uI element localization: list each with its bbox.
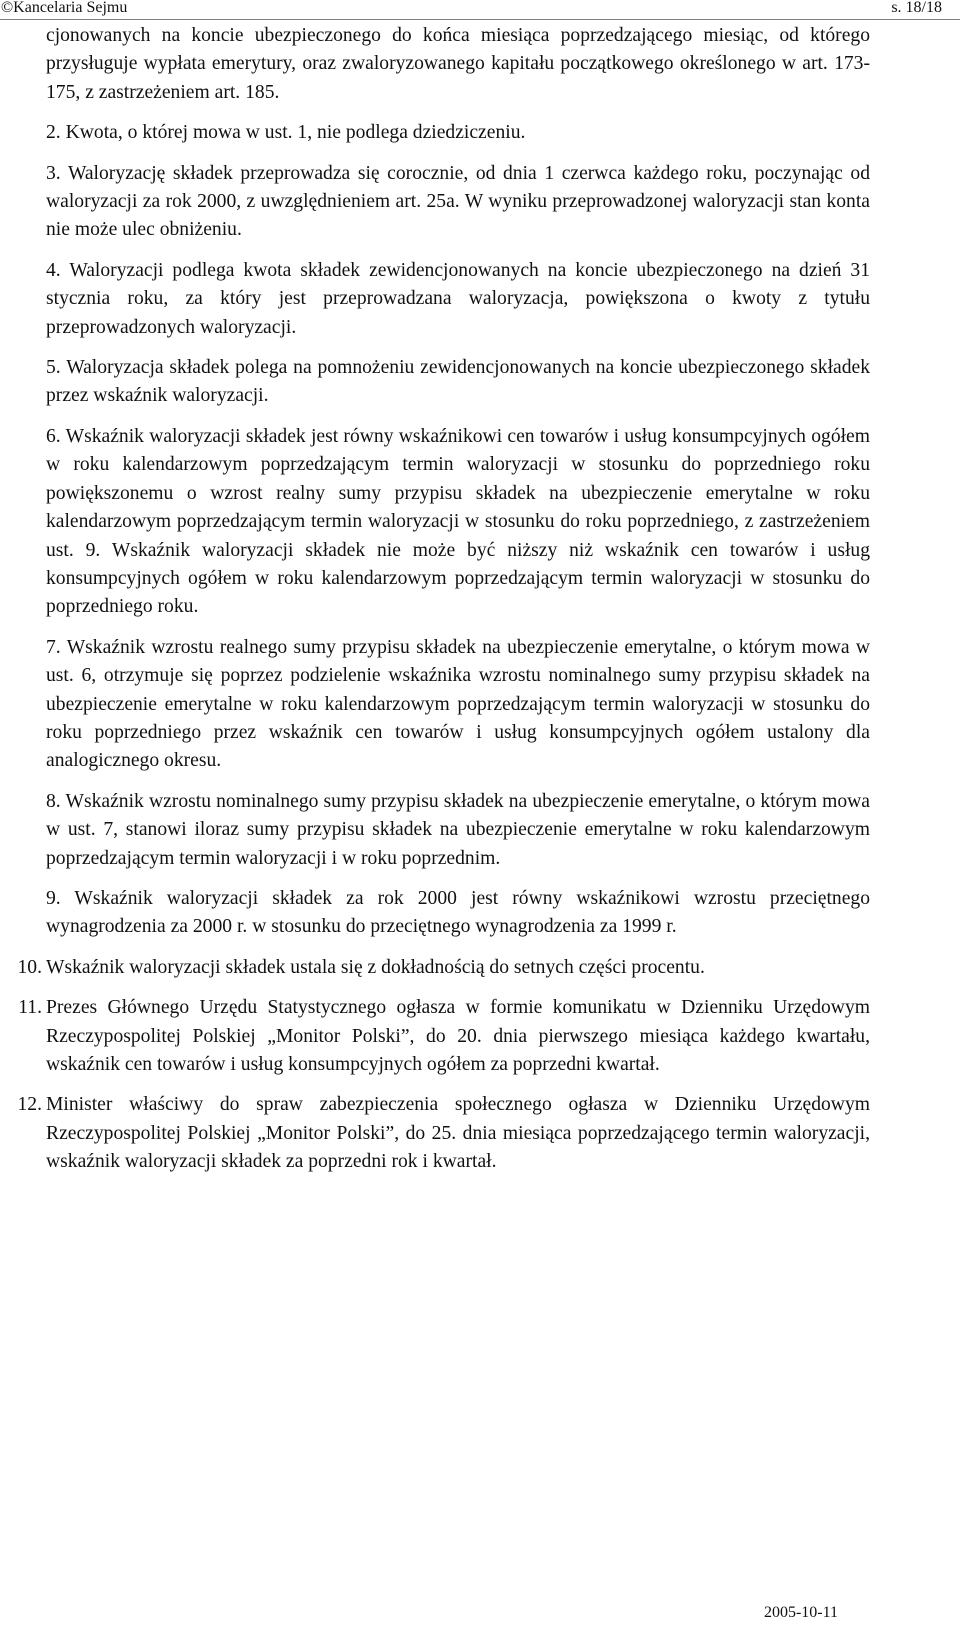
page-header: [0, 0, 960, 20]
item-number: 4.: [46, 259, 61, 281]
item-text: Minister właściwy do spraw zabezpieczenia społecznego ogłasza w Dzienniku Urzędowym Rzeczypospolitej Polskiej „Monitor Polski”, do 25. dnia miesiąca poprzedzającego termin waloryzacji, wskaźnik waloryzacji składek za poprzedni rok i kwartał.: [46, 1094, 870, 1173]
page-number: s. 18/18: [891, 0, 942, 16]
item-number: 7.: [46, 636, 61, 658]
item-text: Wskaźnik waloryzacji składek za rok 2000 jest równy wskaźnikowi wzrostu przeciętnego wynagrodzenia za 2000 r. w stosunku do przeciętnego wynagrodzenia za 1999 r.: [46, 887, 870, 938]
document-body: [17, 22, 871, 1189]
item-text: Waloryzację składek przeprowadza się corocznie, od dnia 1 czerwca każdego roku, poczynając od waloryzacji za rok 2000, z uwzględnieniem art. 25a. W wyniku przeprowadzonej waloryzacji stan konta nie może ulec obniżeniu.: [46, 162, 870, 241]
item-number: 9.: [46, 887, 61, 909]
item-number: 2.: [46, 122, 61, 144]
item-number: 12.: [17, 1094, 42, 1116]
item-number: 10.: [17, 956, 42, 978]
item-text: Waloryzacji podlega kwota składek zewidencjonowanych na koncie ubezpieczonego na dzień 31 stycznia roku, za który jest przeprowadzana waloryzacja, powiększona o kwoty z tytułu przeprowadzonych waloryzacji.: [46, 259, 870, 338]
item-text: Prezes Głównego Urzędu Statystycznego ogłasza w formie komunikatu w Dzienniku Urzędowym Rzeczypospolitej Polskiej „Monitor Polski”, do 20. dnia pierwszego miesiąca każdego kwartału, wskaźnik cen towarów i usług konsumpcyjnych ogółem za poprzedni kwartał.: [46, 997, 870, 1075]
list-item: [46, 257, 870, 342]
item-number: 6.: [46, 425, 61, 447]
item-text: Wskaźnik wzrostu nominalnego sumy przypisu składek na ubezpieczenie emerytalne, o którym mowa w ust. 7, stanowi iloraz sumy przypisu składek na ubezpieczenie emerytalne w roku kalendarzowym poprzedzającym termin waloryzacji i w roku poprzednim.: [46, 790, 871, 869]
list-item: [46, 354, 870, 411]
list-item: [17, 954, 870, 982]
item-number: 5.: [46, 357, 61, 379]
list-item: [18, 994, 870, 1079]
item-text: Wskaźnik waloryzacji składek jest równy wskaźnikowi cen towarów i usług konsumpcyjnych ogółem w roku kalendarzowym poprzedzającym termin waloryzacji w stosunku do poprzedniego roku powiększonemu o wzrost realny sumy przypisu składek na ubezpieczenie emerytalne w roku kalendarzowym poprzedzającym termin waloryzacji w stosunku do roku poprzedniego, z zastrzeżeniem ust. 9. Wskaźnik waloryzacji składek nie może być niższy niż wskaźnik cen towarów i usług konsumpcyjnych ogółem w roku kalendarzowym poprzedzającym termin waloryzacji w stosunku do poprzedniego roku.: [46, 425, 870, 618]
list-item: [17, 1091, 870, 1176]
item-text: Wskaźnik wzrostu realnego sumy przypisu składek na ubezpieczenie emerytalne, o którym mowa w ust. 6, otrzymuje się poprzez podzielenie wskaźnika wzrostu nominalnego sumy przypisu składek na ubezpieczenie emerytalne w roku kalendarzowym poprzedzającym termin waloryzacji w stosunku do roku poprzedniego przez wskaźnik cen towarów i usług konsumpcyjnych ogółem ustalony dla analogicznego okresu.: [46, 636, 871, 772]
item-number: 8.: [46, 790, 61, 812]
list-item: [46, 160, 870, 245]
item-text: Waloryzacja składek polega na pomnożeniu zewidencjonowanych na koncie ubezpieczonego składek przez wskaźnik waloryzacji.: [46, 357, 871, 407]
item-number: 11.: [18, 997, 42, 1019]
list-item: [46, 634, 870, 776]
item-text: Wskaźnik waloryzacji składek ustala się z dokładnością do setnych części procentu.: [46, 956, 705, 978]
header-rule: [0, 19, 960, 20]
list-item: [46, 423, 870, 622]
continuation-paragraph: cjonowanych na koncie ubezpieczonego do końca miesiąca poprzedzającego miesiąc, od którego przysługuje wypłata emerytury, oraz zwaloryzowanego kapitału początkowego określonego w art. 173-175, z zastrzeżeniem art. 185.: [46, 25, 870, 103]
item-number: 3.: [46, 162, 61, 184]
copyright-label: ©Kancelaria Sejmu: [1, 0, 128, 16]
list-item: [46, 119, 870, 147]
item-text: Kwota, o której mowa w ust. 1, nie podlega dziedziczeniu.: [65, 122, 526, 144]
list-item: [46, 788, 870, 873]
document-date: 2005-10-11: [763, 1604, 838, 1621]
list-item: [46, 885, 870, 942]
